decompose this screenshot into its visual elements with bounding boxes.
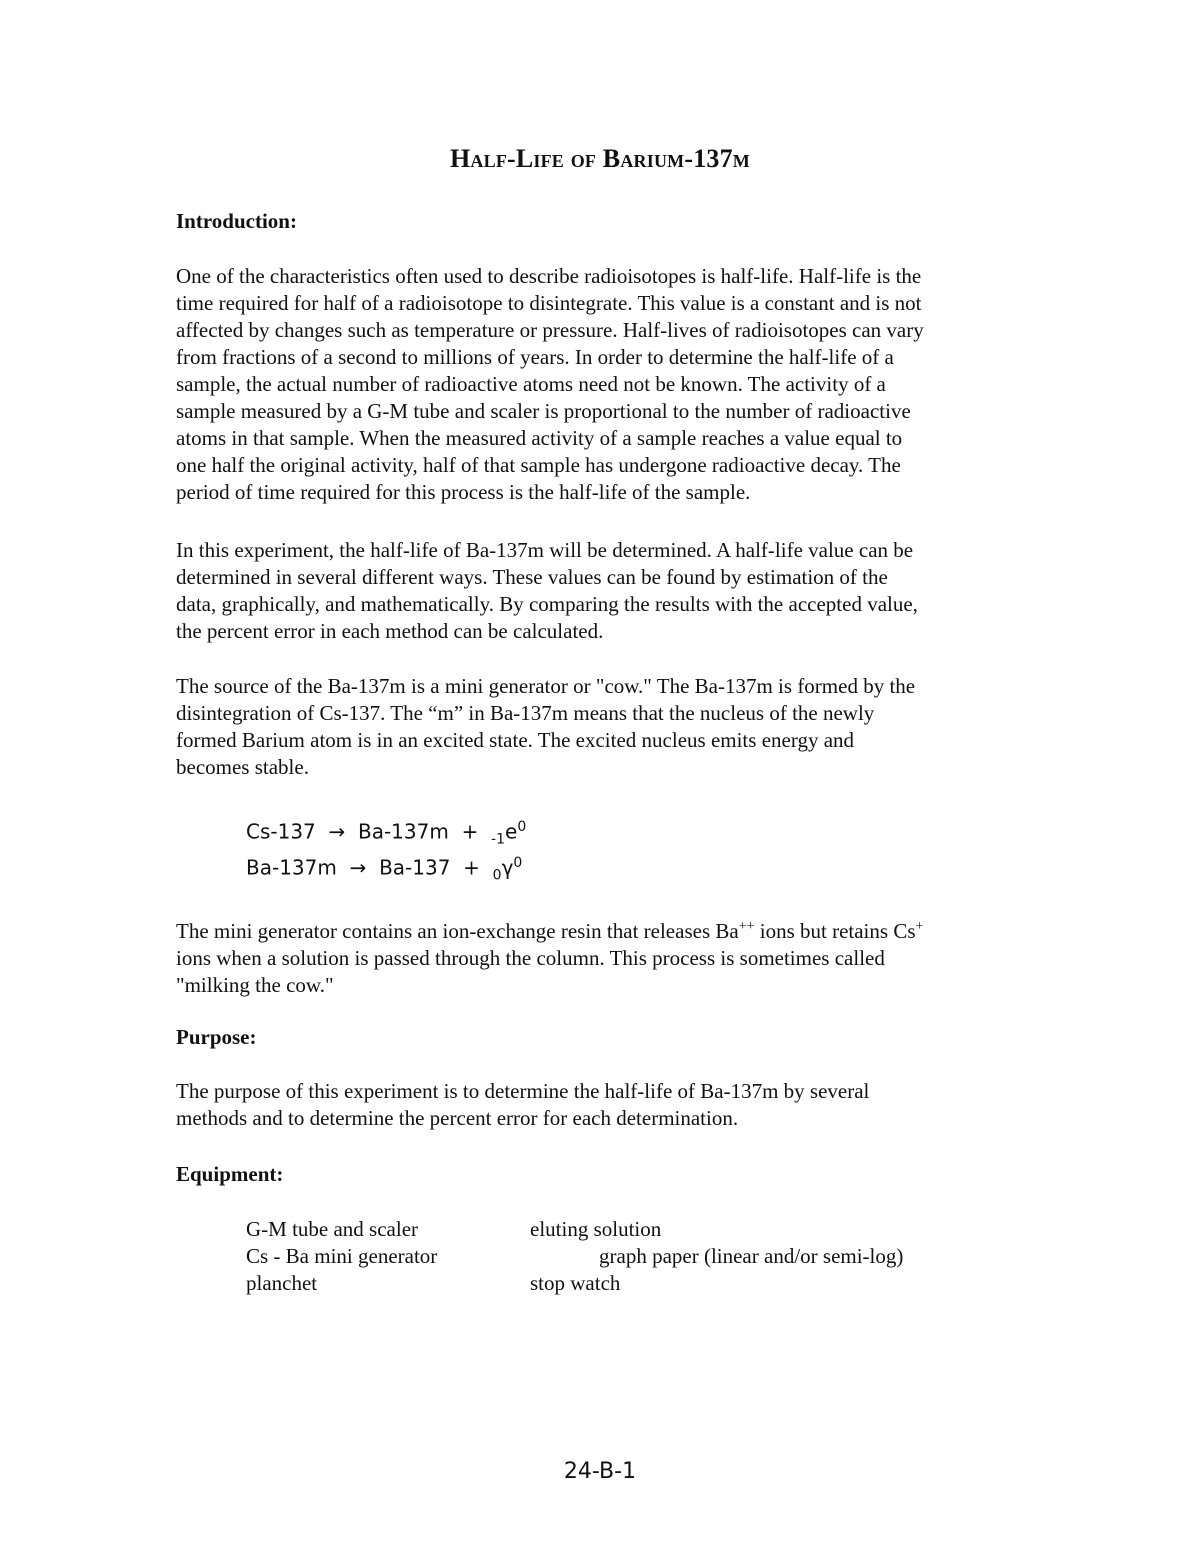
equation-product: Ba-137 xyxy=(379,855,451,880)
text-line: ions when a solution is passed through the column. This process is sometimes called xyxy=(176,946,885,970)
equipment-item: planchet xyxy=(246,1271,318,1295)
equipment-list xyxy=(246,1216,1006,1306)
document-title: Half-Life of Barium-137m xyxy=(449,144,750,173)
text-line: time required for half of a radioisotope to disintegrate. This value is a constant and is not xyxy=(176,291,922,315)
text-fragment: The mini generator contains an ion-exchange resin that releases Ba xyxy=(176,919,739,943)
page-number: 24-B-1 xyxy=(563,1459,637,1484)
equation-reactant: Ba-137m xyxy=(246,855,337,880)
equation-product: Ba-137m xyxy=(357,819,449,844)
text-line: sample measured by a G-M tube and scaler is proportional to the number of radioactive xyxy=(176,399,911,423)
reaction-arrow: → xyxy=(349,855,367,880)
equipment-item: stop watch xyxy=(530,1271,621,1295)
text-line: "milking the cow." xyxy=(176,973,334,997)
equation-plus: + xyxy=(463,855,480,880)
text-line: the percent error in each method can be calculated. xyxy=(176,619,604,643)
text-line xyxy=(176,913,1036,945)
decay-equation-2 xyxy=(246,850,522,890)
equipment-item: eluting solution xyxy=(530,1217,662,1241)
introduction-heading: Introduction: xyxy=(176,209,297,233)
text-line: disintegration of Cs-137. The “m” in Ba-137m means that the nucleus of the newly xyxy=(176,701,875,725)
introduction-paragraph-4 xyxy=(176,913,1036,999)
text-line: One of the characteristics often used to describe radioisotopes is half-life. Half-life is the xyxy=(176,264,922,288)
mass-number-superscript: 0 xyxy=(517,819,527,835)
text-line: atoms in that sample. When the measured activity of a sample reaches a value equal to xyxy=(176,426,903,450)
text-line: determined in several different ways. These values can be found by estimation of the xyxy=(176,565,888,589)
equation-reactant: Cs-137 xyxy=(246,819,316,844)
barium-ion-charge: ++ xyxy=(738,919,755,934)
text-line: from fractions of a second to millions of years. In order to determine the half-life of a xyxy=(176,345,894,369)
text-line: methods and to determine the percent error for each determination. xyxy=(176,1106,739,1130)
text-line: In this experiment, the half-life of Ba-137m will be determined. A half-life value can be xyxy=(176,538,914,562)
mass-number-superscript: 0 xyxy=(513,855,523,871)
text-line: sample, the actual number of radioactive atoms need not be known. The activity of a xyxy=(176,372,886,396)
equipment-item: graph paper (linear and/or semi-log) xyxy=(599,1244,904,1268)
atomic-number-subscript: 0 xyxy=(492,867,502,884)
gamma-ray: γ xyxy=(501,855,514,880)
text-line: data, graphically, and mathematically. By comparing the results with the accepted value, xyxy=(176,592,918,616)
introduction-paragraph-3 xyxy=(176,673,1036,781)
text-line: becomes stable. xyxy=(176,755,309,779)
reaction-arrow: → xyxy=(328,819,346,844)
text-line: period of time required for this process is the half-life of the sample. xyxy=(176,480,751,504)
introduction-paragraph-2 xyxy=(176,537,1036,645)
introduction-paragraph-1 xyxy=(176,263,1036,506)
text-line: affected by changes such as temperature or pressure. Half-lives of radioisotopes can vary xyxy=(176,318,924,342)
equation-plus: + xyxy=(461,819,479,844)
cesium-ion-charge: + xyxy=(915,919,924,934)
beta-particle: e xyxy=(505,819,518,844)
equipment-heading: Equipment: xyxy=(176,1162,284,1186)
equipment-item: G-M tube and scaler xyxy=(246,1217,419,1241)
text-line: The purpose of this experiment is to determine the half-life of Ba-137m by several xyxy=(176,1079,870,1103)
purpose-paragraph xyxy=(176,1078,1036,1132)
decay-equation-1 xyxy=(246,814,526,854)
text-fragment: ions but retains Cs xyxy=(754,919,916,943)
text-line: formed Barium atom is in an excited state. The excited nucleus emits energy and xyxy=(176,728,855,752)
purpose-heading: Purpose: xyxy=(176,1025,257,1049)
text-line: The source of the Ba-137m is a mini generator or "cow." The Ba-137m is formed by the xyxy=(176,674,916,698)
atomic-number-subscript: -1 xyxy=(491,831,506,848)
equipment-item: Cs - Ba mini generator xyxy=(246,1244,438,1268)
text-line: one half the original activity, half of that sample has undergone radioactive decay. The xyxy=(176,453,901,477)
